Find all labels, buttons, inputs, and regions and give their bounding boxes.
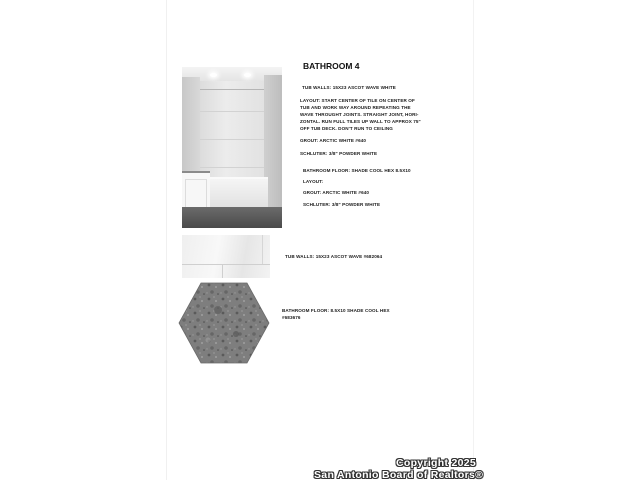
hex-floor-tile — [178, 282, 270, 364]
photo-curtain-rod — [200, 89, 264, 90]
wall-tile-swatch — [182, 235, 270, 278]
photo-bathtub — [204, 177, 268, 207]
photo-tile-line — [200, 111, 264, 112]
tile-grout-line — [222, 264, 223, 278]
spec-layout-line: ZONTAL. RUN FULL TILES UP WALL TO APPROX 75" — [300, 119, 421, 124]
spec-layout-line: TUB AND WORK WAY AROUND REPEATING THE — [300, 105, 411, 110]
spec-layout-line: OFF TUB DECK. DON'T RUN TO CEILING — [300, 126, 393, 131]
copyright-watermark: Copyright 2025 — [396, 457, 477, 469]
tile-caption: TUB WALLS: 15X23 ASCOT WAVE #682064 — [285, 254, 383, 259]
floor-spec-grout: GROUT: ARCTIC WHITE #640 — [303, 190, 370, 195]
spec-grout: GROUT: ARCTIC WHITE #640 — [300, 138, 367, 143]
photo-tile-line — [200, 139, 264, 140]
bathroom-photo — [182, 67, 282, 228]
board-watermark: San Antonio Board of Realtors® — [314, 469, 484, 481]
tile-grout-line — [182, 264, 270, 265]
spec-layout-line: WAVE THROUGHT JOINTS. STRAIGHT JOINT, HORI- — [300, 112, 419, 117]
spec-schluter: SCHLUTER: 3/8" POWDER WHITE — [300, 151, 378, 156]
spec-layout-line: LAYOUT: START CENTER OF TILE ON CENTER OF — [300, 98, 415, 103]
photo-floor — [182, 207, 282, 228]
tile-grout-line — [262, 235, 263, 264]
page-title: BATHROOM 4 — [303, 61, 360, 71]
floor-spec-schluter: SCHLUTER: 3/8" POWDER WHITE — [303, 202, 381, 207]
spec-tub-walls: TUB WALLS: 15X23 ASCOT WAVE WHITE — [302, 85, 396, 90]
floor-spec-floor: BATHROOM FLOOR: SHADE COOL HEX 8.5X10 — [303, 168, 411, 173]
photo-tile-line — [200, 167, 264, 168]
photo-ceiling-light — [244, 73, 251, 77]
hex-caption-line: #683676 — [282, 315, 301, 320]
hex-caption-line: BATHROOM FLOOR: 8.5X10 SHADE COOL HEX — [282, 308, 390, 313]
floor-spec-layout: LAYOUT: — [303, 179, 324, 184]
photo-ceiling-light — [210, 73, 217, 77]
